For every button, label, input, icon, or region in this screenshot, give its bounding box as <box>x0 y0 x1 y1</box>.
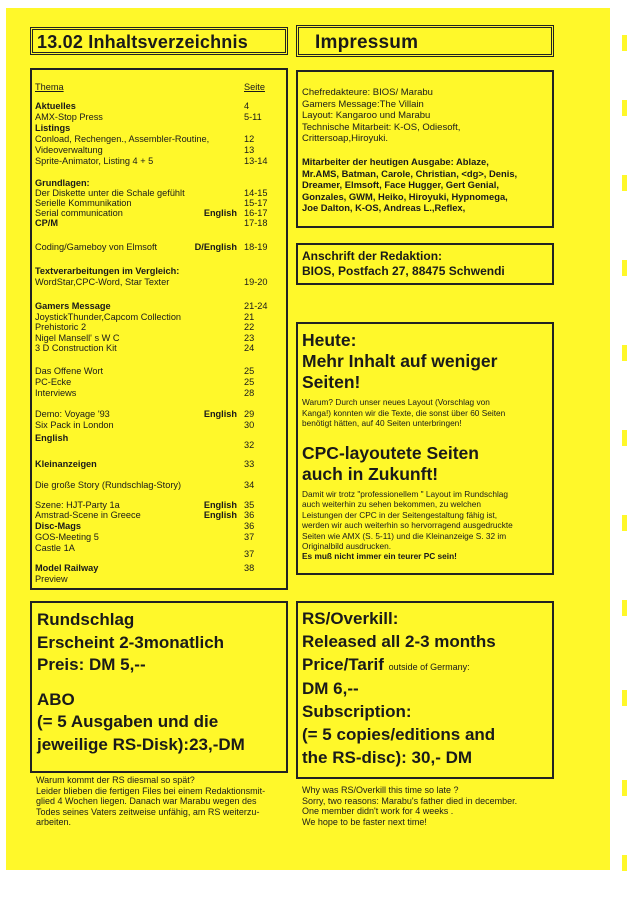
rundschlag-info <box>37 609 245 756</box>
rundschlag-line: Preis: DM 5,-- <box>37 655 146 674</box>
address-text: BIOS, Postfach 27, 88475 Schwendi <box>302 264 505 278</box>
toc-entry-title: Grundlagen: <box>35 178 90 188</box>
notes-english <box>302 785 517 827</box>
toc-entry-title: Conload, Rechengen., Assembler-Routine, <box>35 134 210 144</box>
edge-mark <box>622 430 627 446</box>
toc-entry-title: GOS-Meeting 5 <box>35 532 99 542</box>
impressum-title: Impressum <box>315 32 419 53</box>
news-text-line: Seiten wie AMX (S. 5-11) und die Kleinanzeige S. 32 im <box>302 530 507 541</box>
overkill-line: RS/Overkill: <box>302 609 399 628</box>
toc-entry-page: 22 <box>244 322 255 332</box>
toc-entry-page: 12 <box>244 134 255 144</box>
toc-entry-page: 17-18 <box>244 218 268 228</box>
impressum-line: Gamers Message:The Villain <box>302 98 424 110</box>
toc-entry-page: 28 <box>244 388 255 398</box>
toc-entry-title: Kleinanzeigen <box>35 459 97 469</box>
toc-entry-title: CP/M <box>35 218 58 228</box>
toc-entry-page: 34 <box>244 480 255 490</box>
headline-line: auch in Zukunft! <box>302 464 439 484</box>
toc-entry-title: Szene: HJT-Party 1a <box>35 500 120 510</box>
toc-entry-page: 4 <box>244 101 250 111</box>
toc-entry-title: Das Offene Wort <box>35 366 104 376</box>
toc-entry-title: Prehistoric 2 <box>35 322 87 332</box>
impressum-line: Layout: Kangaroo und Marabu <box>302 110 431 121</box>
toc-entry-title: Textverarbeitungen im Vergleich: <box>35 266 180 276</box>
toc-entry-page: 32 <box>244 440 255 450</box>
edge-mark <box>622 780 627 796</box>
news-text-line: Es muß nicht immer ein teurer PC sein! <box>302 551 457 562</box>
toc-entry-title: 3 D Construction Kit <box>35 343 117 353</box>
toc-entry-page: 13-14 <box>244 156 268 166</box>
toc-entry-language: English <box>203 500 237 510</box>
overkill-line: the RS-disc): 30,- DM <box>302 747 473 767</box>
toc-entry-page: 36 <box>244 521 255 531</box>
note-line: Leider blieben die fertigen Files bei einem Redaktionsmit- <box>36 785 266 796</box>
news-headline-2 <box>302 443 479 485</box>
toc-entry-page: 35 <box>244 500 255 510</box>
toc-entry-title: Interviews <box>35 388 77 398</box>
news-text-line: auch weiterhin zu sehen bekommen, zu welchen <box>302 499 481 510</box>
edge-mark <box>622 345 627 361</box>
toc-entry-title: Model Railway <box>35 563 99 573</box>
edge-mark <box>622 35 627 51</box>
news-text-line: Warum? Durch unser neues Layout (Vorschlag von <box>302 397 490 407</box>
news-text-line: benötigt hätten, auf 40 Seiten unterbringen! <box>302 418 462 428</box>
toc-entry-title: Aktuelles <box>35 101 76 111</box>
impressum-staff <box>302 87 460 145</box>
note-line: Warum kommt der RS diesmal so spät? <box>36 775 195 785</box>
toc-entry-language: English <box>203 510 237 520</box>
toc-entry-page: 37 <box>244 532 255 542</box>
edge-mark <box>622 515 627 531</box>
toc-entry-page: 14-15 <box>244 188 268 198</box>
toc-entry-title: Der Diskette unter die Schale gefühlt <box>35 188 185 198</box>
toc-entry-title: Castle 1A <box>35 543 75 553</box>
note-line: One member didn't work for 4 weeks . <box>302 806 454 817</box>
page-edge <box>620 0 625 900</box>
toc-entry-page: 16-17 <box>244 208 268 218</box>
edge-mark <box>622 600 627 616</box>
price-note: outside of Germany: <box>388 661 470 672</box>
news-headline <box>302 330 497 393</box>
edge-mark <box>622 260 627 276</box>
toc-entry-page: 18-19 <box>244 242 268 252</box>
toc-entry-page: 38 <box>244 563 255 573</box>
overkill-line <box>302 654 496 679</box>
impressum-line: Chefredakteure: BIOS/ Marabu <box>302 87 433 98</box>
overkill-line: Subscription: <box>302 702 412 722</box>
headline-line: Seiten! <box>302 372 361 392</box>
rundschlag-line: ABO <box>37 689 75 709</box>
toc-entry-title: Serial communication <box>35 208 123 218</box>
toc-entry-title: WordStar,CPC-Word, Star Texter <box>35 277 170 287</box>
news-text-line: Originalbild ausdrucken. <box>302 541 392 552</box>
headline-line: Heute: <box>302 330 357 350</box>
toc-header-box <box>30 27 288 55</box>
impressum-line: Technische Mitarbeit: K-OS, Odiesoft, <box>302 121 461 133</box>
toc-entry-title: Nigel Mansell' s W C <box>35 333 120 343</box>
edge-mark <box>622 855 627 871</box>
toc-entry-title: Preview <box>35 574 68 584</box>
toc-entry-page: 30 <box>244 420 255 430</box>
note-line: arbeiten. <box>36 817 72 828</box>
toc-entry-title: Demo: Voyage '93 <box>35 409 110 419</box>
news-text-line: Kanga!) konnten wir die Texte, die sonst über 60 Seiten <box>302 407 506 418</box>
price-label: Price/Tarif <box>302 654 384 674</box>
contributor-line: Dreamer, Elmsoft, Face Hugger, Gert Genial, <box>302 179 499 191</box>
impressum-header-box <box>296 25 554 57</box>
news-text-2 <box>302 489 513 562</box>
edge-mark <box>622 690 627 706</box>
address-title: Anschrift der Redaktion: <box>302 249 443 263</box>
edge-mark <box>622 175 627 191</box>
toc-entry-page: 21-24 <box>244 301 268 311</box>
toc-entry-page: 5-11 <box>244 112 262 122</box>
toc-entry-title: Disc-Mags <box>35 521 81 531</box>
toc-entry-page: 33 <box>244 459 255 469</box>
toc-entry-title: Amstrad-Scene in Greece <box>35 510 141 520</box>
overkill-line: Released all 2-3 months <box>302 631 496 651</box>
toc-entry-title: AMX-Stop Press <box>35 112 103 122</box>
toc-title: 13.02 Inhaltsverzeichnis <box>37 32 248 52</box>
toc-entry-language: English <box>203 208 237 218</box>
toc-entry-page: 37 <box>244 549 255 559</box>
news-text-line: Damit wir trotz "professionellem " Layout im Rundschlag <box>302 489 509 499</box>
toc-entry-page: 29 <box>244 409 255 419</box>
toc-entry-page: 13 <box>244 145 255 155</box>
toc-entry-page: 19-20 <box>244 277 268 287</box>
toc-entry-title: Serielle Kommunikation <box>35 198 132 208</box>
toc-entry-title: Coding/Gameboy von Elmsoft <box>35 242 158 252</box>
impressum-line: Crittersoap,Hiroyuki. <box>302 133 389 144</box>
toc-entry-title: Sprite-Animator, Listing 4 + 5 <box>35 156 154 166</box>
news-text-line: Leistungen der CPC in der Seitengestaltung fähig ist, <box>302 509 498 520</box>
overkill-line: DM 6,-- <box>302 679 359 699</box>
toc-entry-title: Videoverwaltung <box>35 145 103 155</box>
contributor-line: Gonzales, GWM, Heiko, Hiroyuki, Hypnomega, <box>302 190 508 202</box>
toc-entry-page: 24 <box>244 343 255 353</box>
rundschlag-line: jeweilige RS-Disk):23,-DM <box>37 734 245 754</box>
toc-entry-title: PC-Ecke <box>35 377 72 387</box>
note-line: glied 4 Wochen liegen. Danach war Marabu wegen des <box>36 796 257 807</box>
edge-mark <box>622 100 627 116</box>
overkill-info <box>302 608 496 770</box>
toc-entry-page: 23 <box>244 333 255 343</box>
contributor-line: Mr.AMS, Batman, Carole, Christian, <dg>, Denis, <box>302 167 518 179</box>
note-line: Sorry, two reasons: Marabu's father died in december. <box>302 795 518 806</box>
toc-entry-page: 25 <box>244 366 255 376</box>
toc-col-seite: Seite <box>244 82 265 92</box>
toc-entry-title: Six Pack in London <box>35 420 114 430</box>
news-text <box>302 397 505 429</box>
toc-entry-language: D/English <box>194 242 237 252</box>
rundschlag-line: Erscheint 2-3monatlich <box>37 632 225 652</box>
toc-entry-page: 36 <box>244 510 255 520</box>
address <box>302 249 505 279</box>
headline-line: Mehr Inhalt auf weniger <box>302 351 498 371</box>
headline-line: CPC-layoutete Seiten <box>302 443 479 463</box>
contributor-line: Mitarbeiter der heutigen Ausgabe: Ablaze, <box>302 156 489 167</box>
toc-entry-title: Listings <box>35 123 71 133</box>
overkill-line: (= 5 copies/editions and <box>302 724 496 744</box>
rundschlag-line: Rundschlag <box>37 610 135 629</box>
note-line: Todes seines Vaters zeitweise unfähig, am RS weiterzu- <box>36 806 260 817</box>
toc-entry-title: English <box>35 433 69 443</box>
toc-entry-page: 21 <box>244 312 255 322</box>
note-line: We hope to be faster next time! <box>302 816 427 827</box>
toc-entry-page: 25 <box>244 377 255 387</box>
contributor-line: Joe Dalton, K-OS, Andreas L.,Reflex, <box>302 202 466 214</box>
notes-german <box>36 775 265 828</box>
toc-entry-page: 15-17 <box>244 198 268 208</box>
toc-col-thema: Thema <box>35 82 64 92</box>
rundschlag-line: (= 5 Ausgaben und die <box>37 712 219 731</box>
toc-entry-title: Gamers Message <box>35 301 111 311</box>
contributors <box>302 156 517 214</box>
news-text-line: werden wir auch weiterhin so hervorragend ausgedruckte <box>302 520 513 531</box>
toc-entry-language: English <box>203 409 237 419</box>
note-line: Why was RS/Overkill this time so late ? <box>302 785 459 795</box>
toc-entry-title: Die große Story (Rundschlag-Story) <box>35 480 182 490</box>
toc-entry-title: JoystickThunder,Capcom Collection <box>35 312 182 322</box>
